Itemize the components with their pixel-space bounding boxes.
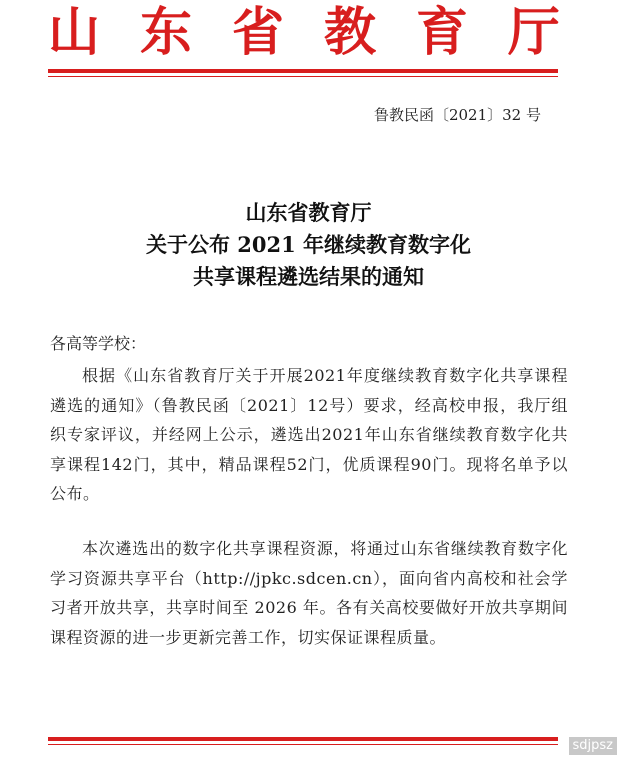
header-rule-thick — [48, 69, 558, 73]
title-line-2: 关于公布 2021 年继续教育数字化 — [145, 232, 472, 257]
footer-rule-thin — [48, 744, 558, 745]
masthead-char: 省 — [231, 2, 284, 63]
masthead-char: 教 — [323, 2, 376, 63]
title-line-3: 共享课程遴选结果的通知 — [193, 264, 424, 289]
footer-rule-thick — [48, 737, 558, 741]
masthead-char: 育 — [415, 2, 468, 63]
body-paragraph: 本次遴选出的数字化共享课程资源，将通过山东省继续教育数字化学习资源共享平台（http://jpkc.sdcen.cn），面向省内高校和社会学习者开放共享，共享时间至 2026 年。各有关高校要做好开放共享期间课程资源的进一步更新完善工作，切实保证课程质量。 — [50, 539, 568, 647]
masthead-char: 厅 — [507, 2, 560, 63]
masthead-title — [48, 2, 560, 64]
body-paragraph: 根据《山东省教育厅关于开展2021年度继续教育数字化共享课程遴选的通知》（鲁教民函〔2021〕12号）要求，经高校申报，我厅组织专家评议，并经网上公示，遴选出2021年山东省继续教育数字化共享课程142门，其中，精品课程52门，优质课程90门。现将名单予以公布。 — [50, 366, 568, 503]
salutation: 各高等学校： — [50, 334, 147, 353]
header-rule-thin — [48, 76, 558, 77]
masthead-char: 山 — [48, 2, 101, 63]
document-title — [0, 197, 617, 293]
document-number: 鲁教民函〔2021〕32 号 — [373, 106, 541, 124]
masthead-char: 东 — [139, 2, 192, 63]
title-line-1: 山东省教育厅 — [245, 200, 372, 225]
watermark-label: sdjpsz — [569, 737, 617, 755]
